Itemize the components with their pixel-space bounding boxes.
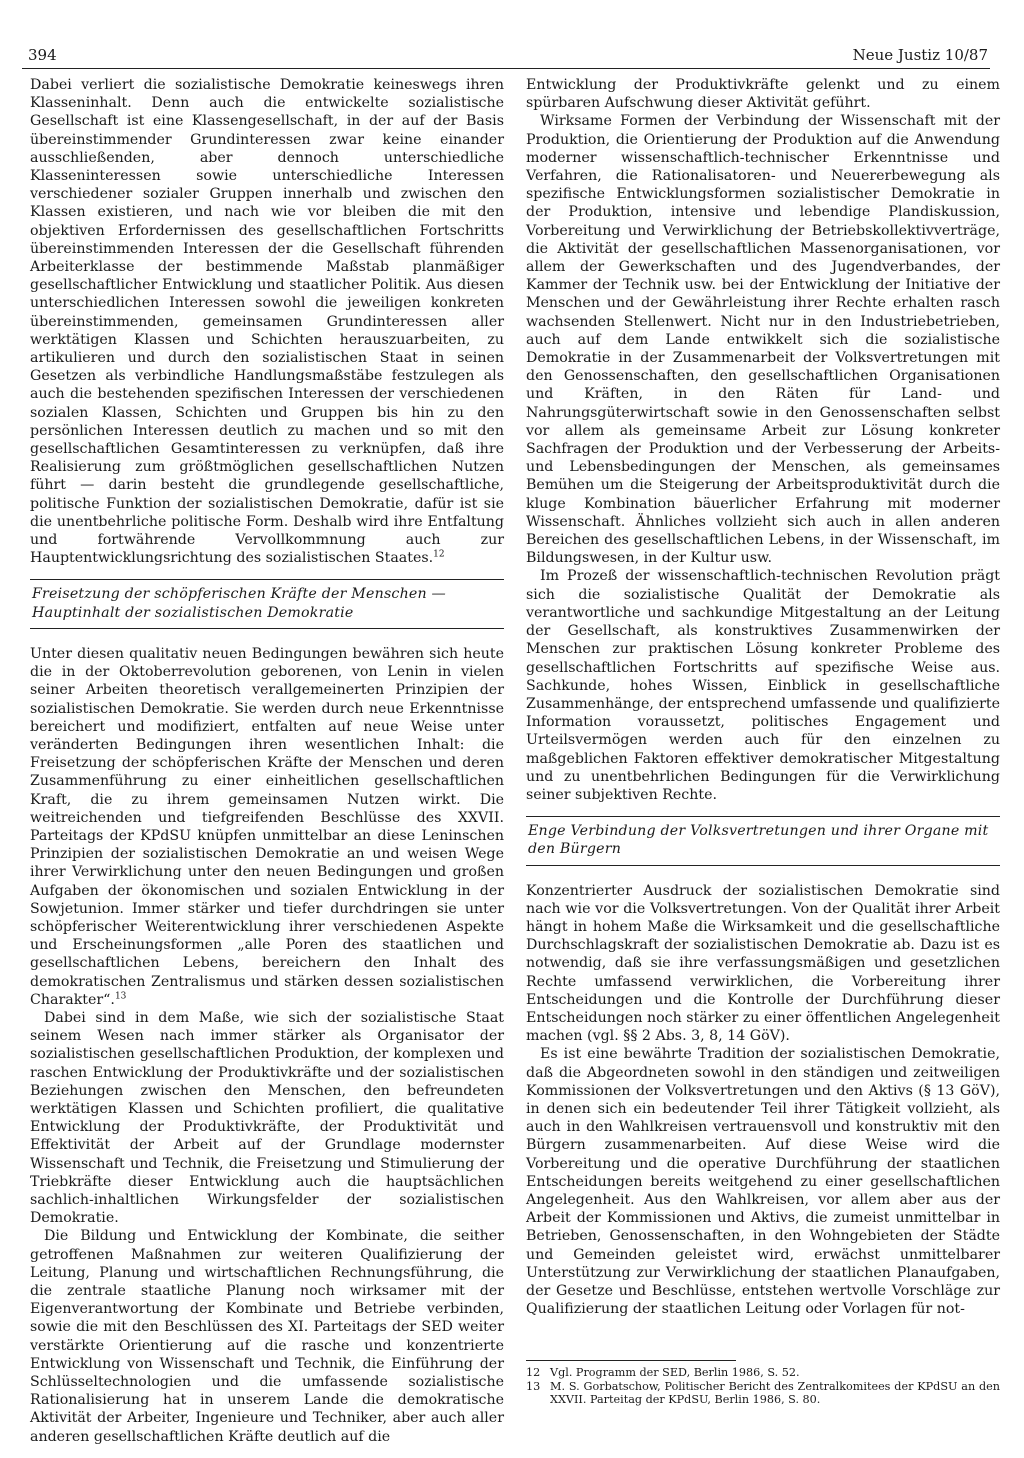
footnote-ref: 13	[114, 991, 127, 1002]
footnote-ref: 12	[433, 549, 445, 560]
paragraph: Wirksame Formen der Verbindung der Wissenschaft mit der Produktion, die Orientierung der Produktion auf die Anwendung moderner wissenschaftlich-technischer Erkenntnisse und Verfahren, die Rationalisatoren- und Neuererbewegung als spezifische Entwicklungsformen sozialistischer Demokratie in der Produktion, intensive und lebendige Plandiskussion, Vorbereitung und Verwirklichung der Betriebskollektivverträge, die Aktivität der gesellschaftlichen Massenorganisationen, vor allem der Gewerkschaften und des Jugendverbandes, der Kammer der Technik usw. bei der Entwicklung der Initiative der Menschen und der Gewährleistung ihrer Rechte erhalten rasch wachsenden Stellenwert. Nicht nur in den Industriebetrieben, auch auf dem Lande entwikkelt sich die sozialistische Demokratie in der Zusammenarbeit der Volksvertretungen mit den Genossenschaften, den gesellschaftlichen Organisationen und Kräften, in den Räten für Land- und Nahrungsgüterwirtschaft sowie in den Genossenschaften selbst vor allem als gemeinsame Arbeit zur Lösung konkreter Sachfragen der Produktion und der Verbesserung der Arbeits- und Lebensbedingungen der Menschen, als gemeinsames Bemühen um die Steigerung der Arbeitsproduktivität durch die kluge Kombination bäuerlicher Erfahrung mit moderner Wissenschaft. Ähnliches vollzieht sich auch in allen anderen Bereichen des gesellschaftlichen Lebens, in der Wissenschaft, im Bildungswesen, in der Kultur usw.	[526, 113, 1000, 567]
footnotes	[526, 1366, 1000, 1407]
footnote-rule	[526, 1360, 736, 1361]
section-heading: Enge Verbindung der Volksvertretungen und ihrer Organe mit den Bürgern	[526, 816, 1000, 865]
footnote-text: Vgl. Programm der SED, Berlin 1986, S. 52.	[550, 1366, 800, 1379]
paragraph: Im Prozeß der wissenschaftlich-technischen Revolution prägt sich die sozialistische Qualität der Demokratie als verantwortliche und sachkundige Mitgestaltung an der Leitung der Gesellschaft, als konstruktives Zusammenwirken der Menschen zur praktischen Lösung konkreter Probleme des gesellschaftlichen Fortschritts auf spezifische Weise aus. Sachkunde, hohes Wissen, Einblick in gesellschaftliche Zusammenhänge, der entsprechend umfassende und qualifizierte Information voraussetzt, politisches Engagement und Urteilsvermögen werden auch für den einzelnen zu maßgeblichen Faktoren effektiver demokratischer Mitgestaltung und zu unentbehrlichen Bedingungen für die Verwirklichung seiner subjektiven Rechte.	[526, 568, 1000, 803]
paragraph: Die Bildung und Entwicklung der Kombinate, die seither getroffenen Maßnahmen zur weiteren Qualifizierung der Leitung, Planung und wirtschaftlichen Rechnungsführung, die die zentrale staatliche Planung noch wirksamer mit der Eigenverantwortung der Kombinate und Betriebe verbinden, sowie die mit den Beschlüssen des XI. Parteitags der SED weiter verstärkte Orientierung auf die rasche und konzentrierte Entwicklung von Wissenschaft und Technik, die Einführung der Schlüsseltechnologien und die umfassende sozialistische Rationalisierung hat in unserem Lande die demokratische Aktivität der Arbeiter, Ingenieure und Techniker, aber auch aller anderen gesellschaftlichen Kräfte deutlich auf die	[30, 1228, 504, 1445]
footnote-number: 13	[526, 1379, 541, 1393]
page-number: 394	[28, 46, 57, 64]
paragraph: Unter diesen qualitativ neuen Bedingungen bewähren sich heute die in der Oktoberrevolution geborenen, von Lenin in vielen seiner Arbeiten theoretisch verallgemeinerten Prinzipien der sozialistischen Demokratie. Sie werden durch neue Erkenntnisse bereichert und modifiziert, entfalten auf neue Weise unter veränderten Bedingungen ihren wesentlichen Inhalt: die Freisetzung der schöpferischen Kräfte der Menschen und deren Zusammenführung zu einer einheitlichen gesellschaftlichen Kraft, die zu ihrem gemeinsamen Nutzen wirkt. Die weitreichenden und tiefgreifenden Beschlüsse des XXVII. Parteitags der KPdSU knüpfen unmittelbar an diese Leninschen Prinzipien der sozialistischen Demokratie an und weisen Wege ihrer Verwirklichung unter den neuen Bedingungen und großen Aufgaben der ökonomischen und sozialen Entwicklung in der Sowjetunion. Immer stärker und tiefer durchdringen sie unter schöpferischer Weiterentwicklung ihrer verschiedenen Aspekte und Erscheinungsformen „alle Poren des staatlichen und gesellschaftlichen Lebens, bereichern den Inhalt des demokratischen Zentralismus und stärken dessen sozialistischen Charakter“.$^{13}$	[30, 645, 504, 1008]
paragraph: Konzentrierter Ausdruck der sozialistischen Demokratie sind nach wie vor die Volksvertretungen. Von der Qualität ihrer Arbeit hängt in hohem Maße die Wirksamkeit und die gesellschaftliche Durchschlagskraft der sozialistischen Demokratie ab. Dazu ist es notwendig, daß sie ihre verfassungsmäßigen und gesetzlichen Rechte umfassend verwirklichen, die Vorbereitung ihrer Entscheidungen und die Kontrolle der Durchführung dieser Entscheidungen noch stärker zu einer öffentlichen Angelegenheit machen (vgl. §§ 2 Abs. 3, 8, 14 GöV).	[526, 882, 1000, 1045]
footnote	[526, 1366, 1000, 1380]
paragraph: Dabei sind in dem Maße, wie sich der sozialistische Staat seinem Wesen nach immer stärker als Organisator der sozialistischen gesellschaftlichen Produktion, der komplexen und raschen Entwicklung der Produktivkräfte und der sozialistischen Beziehungen zwischen den Menschen, den befreundeten werktätigen Klassen und Schichten profiliert, die qualitative Entwicklung der Produktivkräfte, der Produktivität und Effektivität der Arbeit auf der Grundlage modernster Wissenschaft und Technik, die Freisetzung und Stimulierung der Triebkräfte dieser Entwicklung auch die hauptsächlichen sachlich-inhaltlichen Wirkungsfelder der sozialistischen Demokratie.	[30, 1009, 504, 1227]
footnote-number: 12	[526, 1366, 541, 1379]
running-head: Neue Justiz 10/87	[852, 46, 988, 64]
footnote	[526, 1380, 1000, 1407]
right-column	[526, 76, 1000, 1318]
left-column	[30, 76, 504, 1446]
paragraph: Es ist eine bewährte Tradition der sozialistischen Demokratie, daß die Abgeordneten sowohl in den ständigen und zeitweiligen Kommissionen der Volksvertretungen und den Aktivs (§ 13 GöV), in denen sich ein bedeutender Teil ihrer Tätigkeit vollzieht, als auch in den Wahlkreisen vertrauensvoll und konstruktiv mit den Bürgern zusammenarbeiten. Auf diese Weise wird die Vorbereitung und die operative Durchführung der staatlichen Entscheidungen bereits weitgehend zu einer gesellschaftlichen Angelegenheit. Aus den Wahlkreisen, vor allem aber aus der Arbeit der Kommissionen und Aktivs, die zumeist unmittelbar in Betrieben, Genossenschaften, in den Wohngebieten der Städte und Gemeinden geleistet wird, erwächst unmittelbarer Unterstützung zur Verwirklichung der staatlichen Planaufgaben, der Gesetze und Beschlüsse, entstehen wertvolle Vorschläge zur Qualifizierung der staatlichen Leitung oder Vorlagen für not-	[526, 1046, 1000, 1318]
footnote-text: M. S. Gorbatschow, Politischer Bericht des Zentralkomitees der KPdSU an den XXVII. Parteitag der KPdSU, Berlin 1986, S. 80.	[550, 1379, 1000, 1407]
section-heading: Freisetzung der schöpferischen Kräfte der Menschen — Hauptinhalt der sozialistischen Demokratie	[30, 579, 504, 628]
header-rule	[22, 68, 990, 69]
paragraph: Entwicklung der Produktivkräfte gelenkt und zu einem spürbaren Aufschwung dieser Aktivität geführt.	[526, 77, 1000, 112]
paragraph: Dabei verliert die sozialistische Demokratie keineswegs ihren Klasseninhalt. Denn auch die entwickelte sozialistische Gesellschaft ist eine Klassengesellschaft, in der auf der Basis übereinstimmender Grundinteressen zwar keine einander ausschließenden, aber dennoch unterschiedliche Klasseninteressen sowie unterschiedliche Interessen verschiedener sozialer Gruppen innerhalb und zwischen den Klassen existieren, und nach wie vor bleiben die mit den objektiven Erfordernissen des gesellschaftlichen Fortschritts übereinstimmenden Interessen der die Gesellschaft führenden Arbeiterklasse der bestimmende Maßstab planmäßiger gesellschaftlicher Entwicklung und staatlicher Politik. Aus diesen unterschiedlichen Interessen sowohl die jeweiligen konkreten übereinstimmenden, gemeinsamen Grundinteressen aller werktätigen Klassen und Schichten herauszuarbeiten, zu artikulieren und durch den sozialistischen Staat in seinen Gesetzen als verbindliche Handlungsmaßstäbe festzulegen als auch die bestehenden spezifischen Interessen der verschiedenen sozialen Klassen, Schichten und Gruppen bis hin zu den persönlichen Interessen deutlich zu machen und so mit den gesellschaftlichen Gesamtinteressen zu verknüpfen, daß ihre Realisierung zum größtmöglichen gesellschaftlichen Nutzen führt — darin besteht die grundlegende gesellschaftliche, politische Funktion der sozialistischen Demokratie, dafür ist sie die unentbehrliche politische Form. Deshalb wird ihre Entfaltung und fortwährende Vervollkommnung auch zur Hauptentwicklungsrichtung des sozialistischen Staates.$^{12}$	[30, 77, 504, 567]
